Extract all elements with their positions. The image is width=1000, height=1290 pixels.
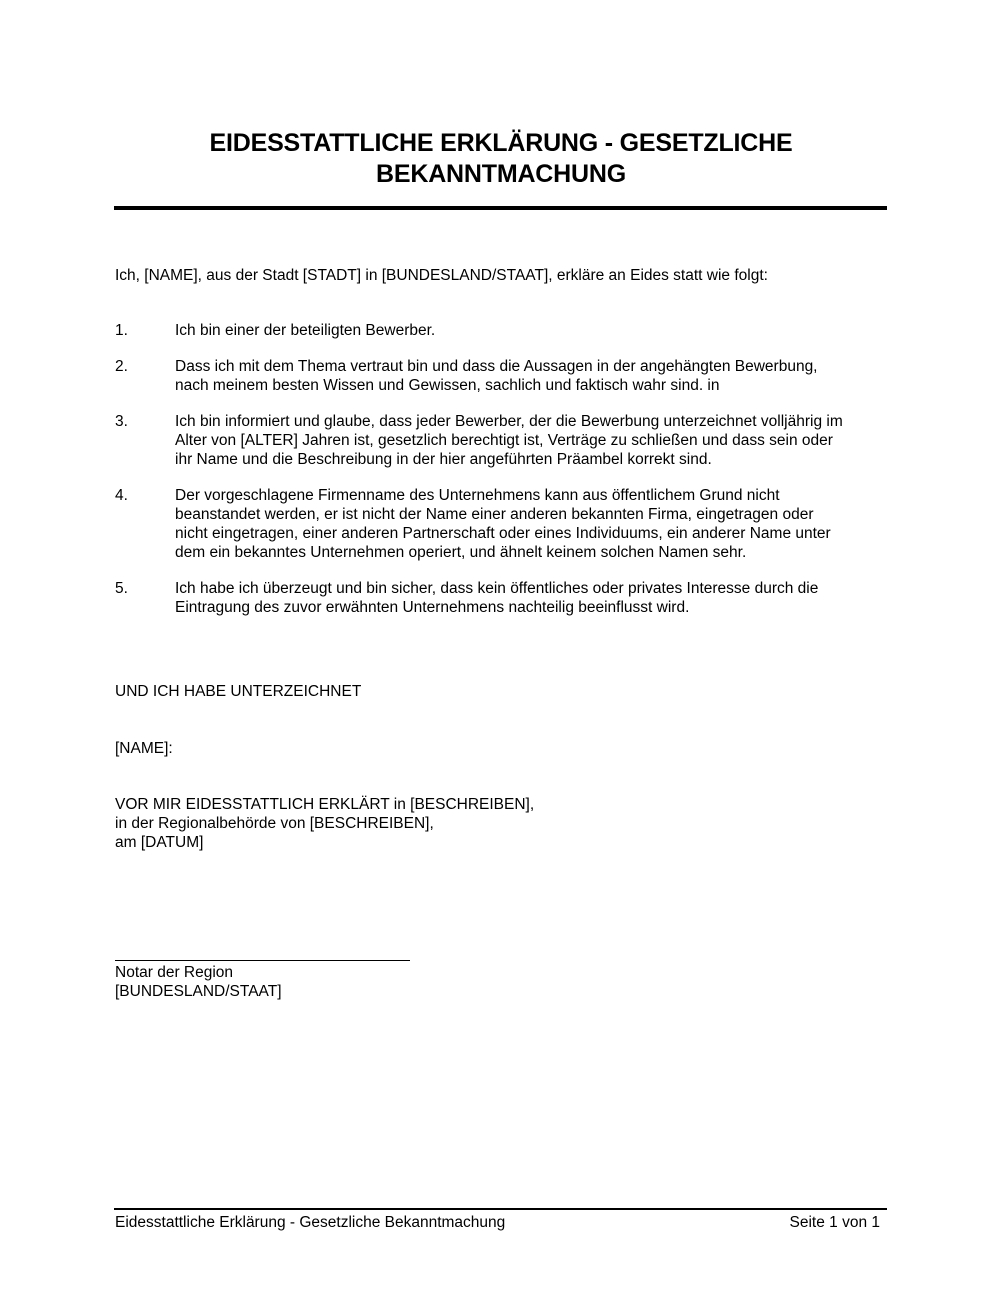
sworn-line: in der Regionalbehörde von [BESCHREIBEN], [115, 815, 434, 832]
page-footer [115, 1213, 880, 1232]
list-number: 4. [115, 487, 128, 504]
list-text-line: Ich bin einer der beteiligten Bewerber. [175, 322, 436, 339]
notary-line: [BUNDESLAND/STAAT] [115, 983, 282, 1000]
title-line-1: EIDESSTATTLICHE ERKLÄRUNG - GESETZLICHE [209, 129, 793, 157]
list-item [115, 321, 895, 340]
list-text-line: nicht eingetragen, einer anderen Partnerschaft oder eines Individuums, ein anderer Name unter [175, 525, 831, 542]
title-line-2: BEKANNTMACHUNG [376, 160, 626, 188]
list-text-line: nach meinem besten Wissen und Gewissen, sachlich und faktisch wahr sind. in [175, 377, 720, 394]
list-text-line: dem ein bekanntes Unternehmen operiert, und ähnelt keinem solchen Namen sehr. [175, 544, 747, 561]
declaration-list [115, 321, 895, 634]
list-number: 1. [115, 322, 128, 339]
list-item [115, 486, 895, 562]
sworn-line: VOR MIR EIDESSTATTLICH ERKLÄRT in [BESCHREIBEN], [115, 796, 535, 813]
notary-block [115, 963, 282, 1001]
list-number: 3. [115, 413, 128, 430]
list-text-line: Ich bin informiert und glaube, dass jeder Bewerber, der die Bewerbung unterzeichnet volljährig im [175, 413, 843, 430]
list-text-line: Dass ich mit dem Thema vertraut bin und dass die Aussagen in der angehängten Bewerbung, [175, 358, 818, 375]
page-number: Seite 1 von 1 [789, 1214, 880, 1231]
signed-heading: UND ICH HABE UNTERZEICHNET [115, 683, 362, 700]
notary-line: Notar der Region [115, 964, 234, 981]
sworn-line: am [DATUM] [115, 834, 204, 851]
list-text-line: Der vorgeschlagene Firmenname des Unternehmens kann aus öffentlichem Grund nicht [175, 487, 780, 504]
list-item [115, 412, 895, 469]
list-text-line: Eintragung des zuvor erwähnten Unternehmens nachteilig beeinflusst wird. [175, 599, 690, 616]
list-item [115, 579, 895, 617]
intro-paragraph: Ich, [NAME], aus der Stadt [STADT] in [BUNDESLAND/STAAT], erkläre an Eides statt wie folgt: [115, 267, 768, 284]
document-title [115, 128, 887, 190]
list-item [115, 357, 895, 395]
footer-divider [114, 1208, 887, 1210]
sworn-statement [115, 795, 534, 852]
footer-title: Eidesstattliche Erklärung - Gesetzliche Bekanntmachung [115, 1214, 506, 1231]
title-divider [114, 206, 887, 210]
list-number: 2. [115, 358, 128, 375]
name-label: [NAME]: [115, 740, 173, 757]
list-text-line: beanstandet werden, er ist nicht der Name einer anderen bekannten Firma, eingetragen oder [175, 506, 814, 523]
signature-line [115, 960, 410, 961]
list-text-line: Ich habe ich überzeugt und bin sicher, dass kein öffentliches oder privates Interesse durch die [175, 580, 819, 597]
list-number: 5. [115, 580, 128, 597]
list-text-line: Alter von [ALTER] Jahren ist, gesetzlich berechtigt ist, Verträge zu schließen und dass sein oder [175, 432, 833, 449]
list-text-line: ihr Name und die Beschreibung in der hier angeführten Präambel korrekt sind. [175, 451, 712, 468]
